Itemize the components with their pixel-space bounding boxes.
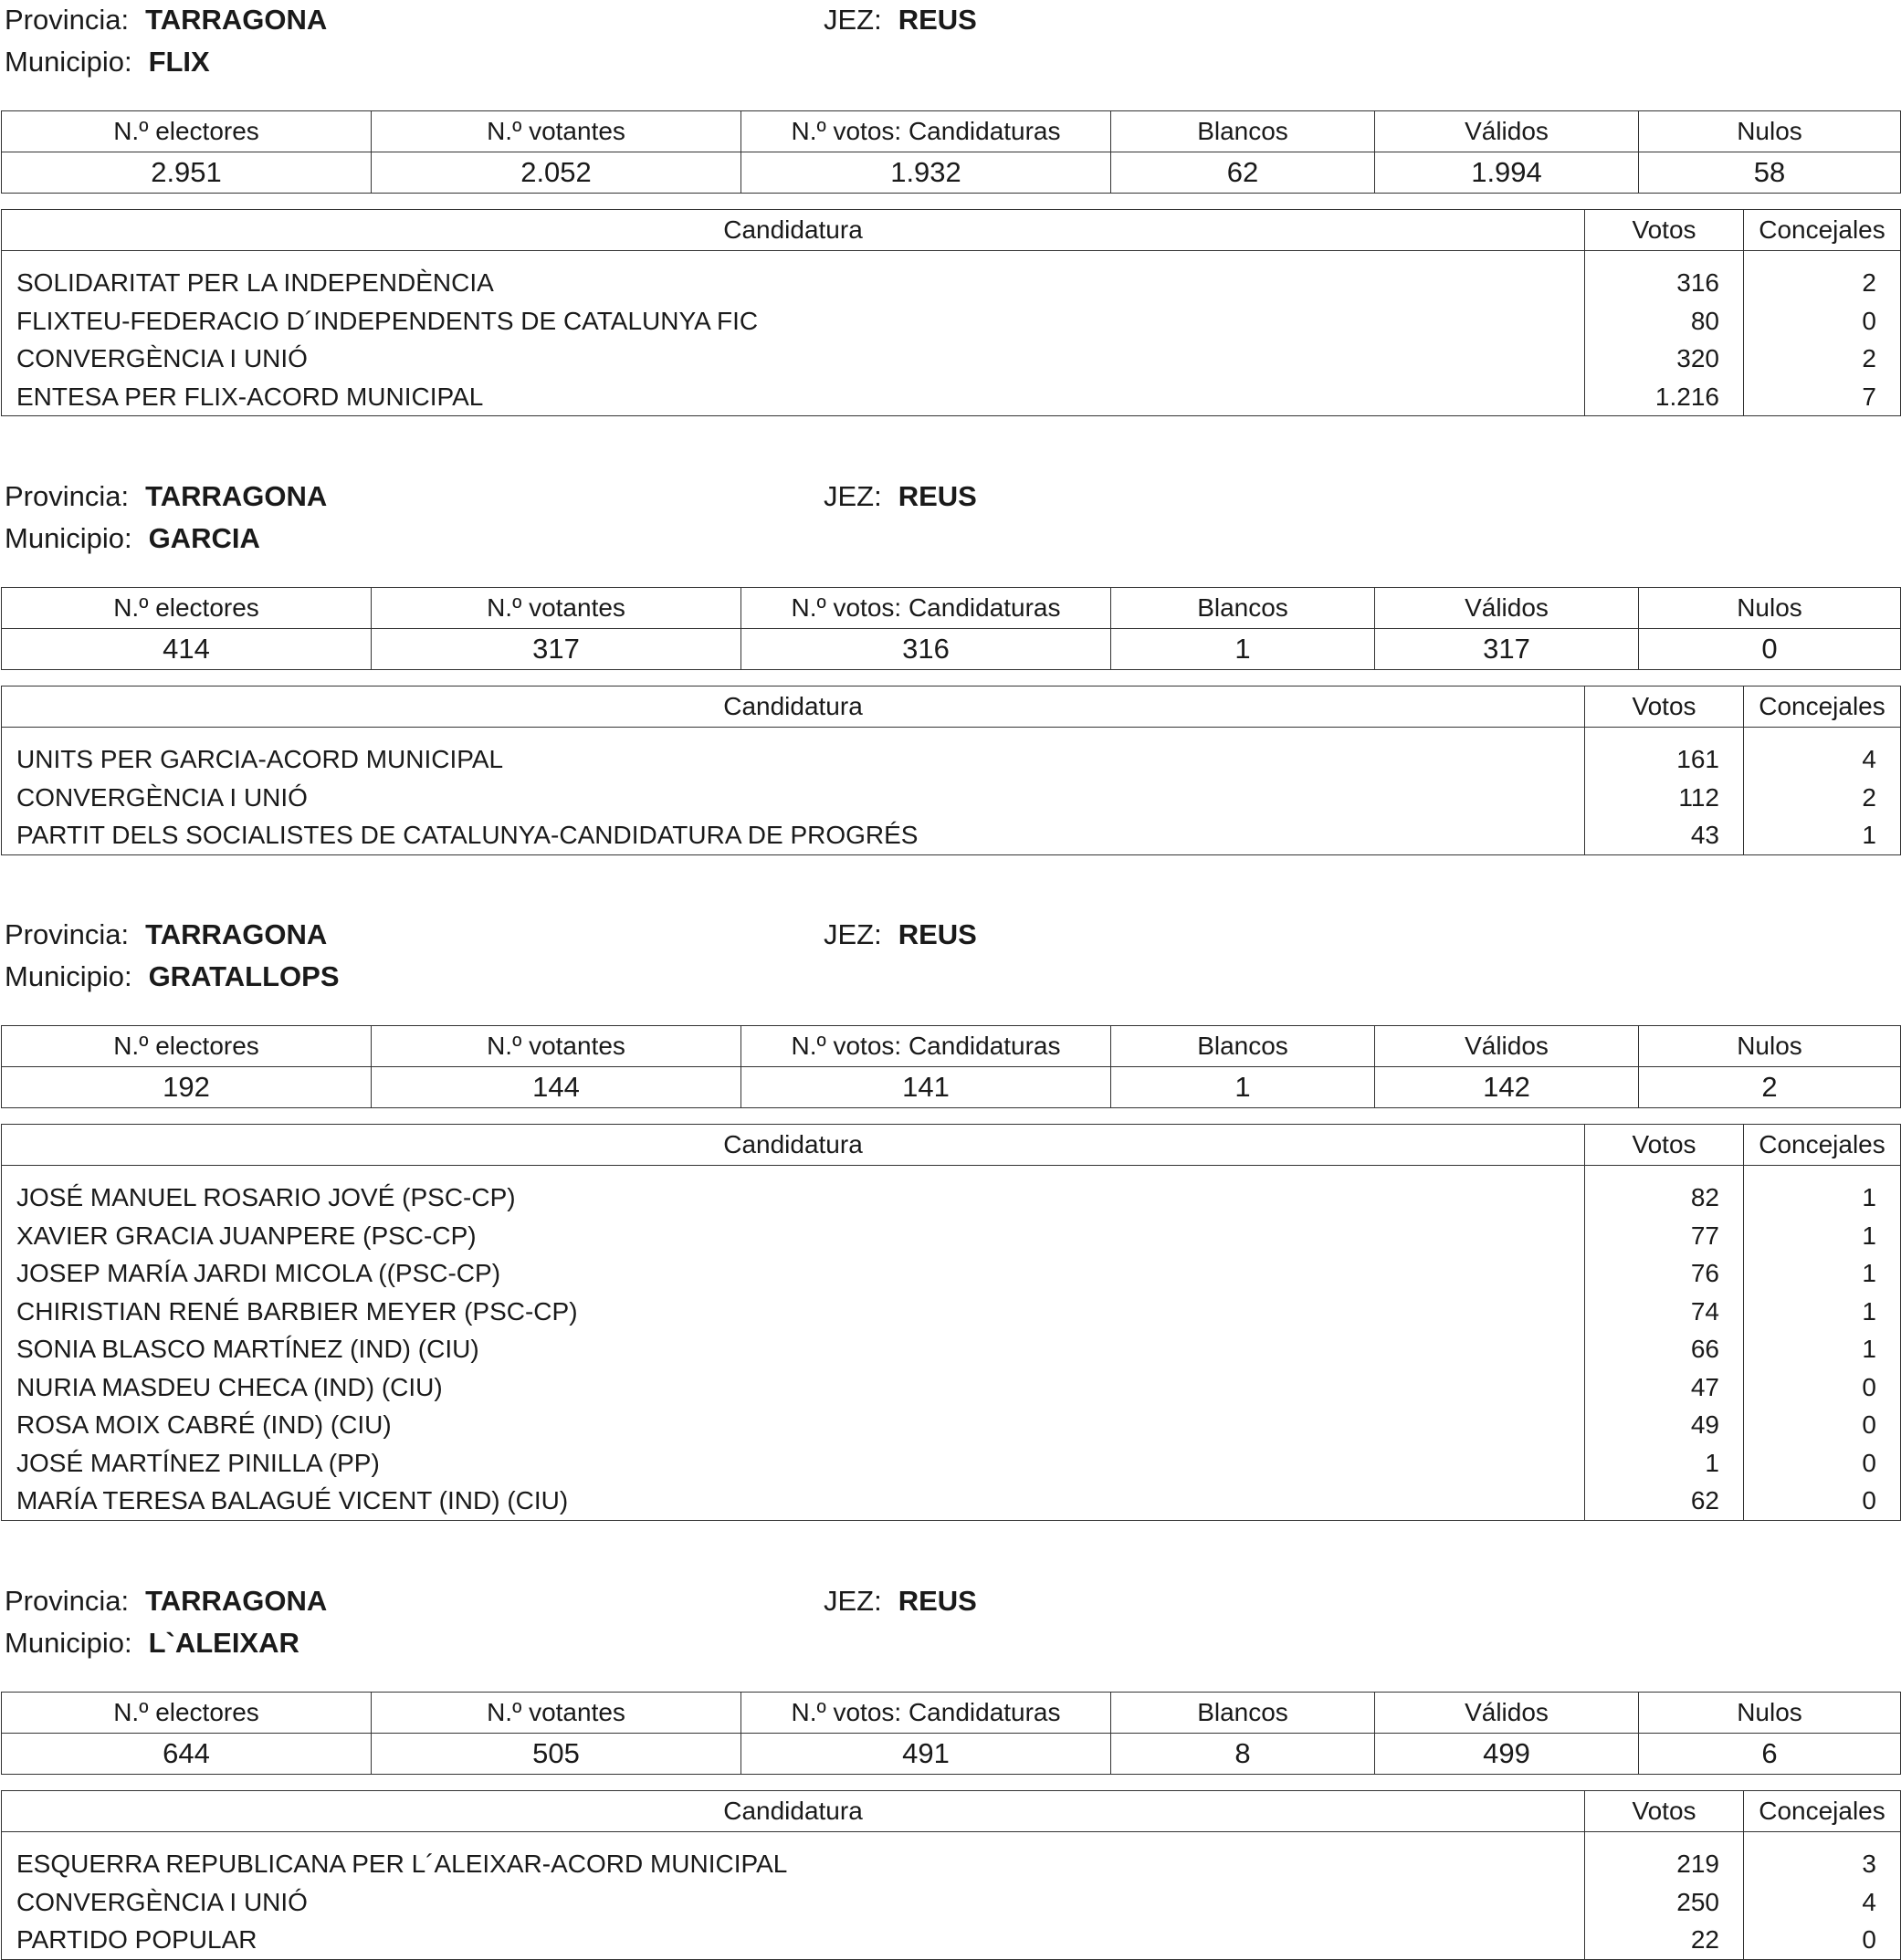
provincia bbox=[5, 1585, 327, 1618]
summary-value-cell: 1.994 bbox=[1375, 152, 1639, 194]
candidate-seats: 4 bbox=[1862, 745, 1876, 773]
candidates-header-cell: Concejales bbox=[1744, 687, 1901, 728]
summary-header-cell: N.º electores bbox=[2, 1026, 372, 1067]
candidate-seats: 1 bbox=[1862, 1183, 1876, 1211]
candidates-header-cell: Candidatura bbox=[2, 1125, 1585, 1166]
candidates-body-row bbox=[2, 1166, 1901, 1521]
candidate-seats-column bbox=[1744, 1166, 1901, 1521]
candidates-table bbox=[1, 1124, 1901, 1521]
candidate-seats: 1 bbox=[1862, 1335, 1876, 1363]
jez-value: REUS bbox=[898, 480, 977, 512]
candidate-name: ENTESA PER FLIX-ACORD MUNICIPAL bbox=[16, 382, 484, 411]
candidate-name: FLIXTEU-FEDERACIO D´INDEPENDENTS DE CATALUNYA FIC bbox=[16, 306, 759, 335]
candidate-seats: 0 bbox=[1862, 1410, 1876, 1439]
summary-header-cell: Válidos bbox=[1375, 1693, 1639, 1734]
summary-table bbox=[1, 1692, 1901, 1775]
summary-value-cell: 317 bbox=[372, 629, 741, 670]
provincia-label: Provincia: bbox=[5, 918, 130, 950]
summary-header-cell: N.º votantes bbox=[372, 1026, 741, 1067]
jez bbox=[824, 480, 977, 513]
candidate-votes-column bbox=[1585, 251, 1744, 416]
candidate-votes: 112 bbox=[1678, 782, 1719, 812]
candidates-body-row bbox=[2, 1832, 1901, 1960]
provincia-label: Provincia: bbox=[5, 4, 130, 36]
candidates-header-cell: Concejales bbox=[1744, 1125, 1901, 1166]
candidate-name: MARÍA TERESA BALAGUÉ VICENT (IND) (CIU) bbox=[16, 1486, 569, 1515]
summary-value-cell: 316 bbox=[741, 629, 1111, 670]
municipio-value: FLIX bbox=[148, 46, 210, 78]
candidates-table bbox=[1, 209, 1901, 416]
candidate-name: PARTIDO POPULAR bbox=[16, 1925, 257, 1954]
candidate-votes: 161 bbox=[1676, 745, 1719, 773]
summary-header-cell: Blancos bbox=[1111, 1693, 1375, 1734]
provincia bbox=[5, 4, 327, 37]
candidates-header-cell: Candidatura bbox=[2, 1791, 1585, 1832]
candidate-votes-column bbox=[1585, 728, 1744, 855]
candidate-seats: 1 bbox=[1862, 1221, 1876, 1250]
summary-value-row bbox=[2, 152, 1901, 194]
candidates-table bbox=[1, 1790, 1901, 1960]
jez bbox=[824, 1585, 977, 1618]
candidate-seats: 0 bbox=[1862, 1372, 1876, 1401]
candidates-header-cell: Concejales bbox=[1744, 1791, 1901, 1832]
municipio bbox=[5, 1627, 299, 1660]
summary-header-row bbox=[2, 588, 1901, 629]
municipio-label: Municipio: bbox=[5, 46, 132, 78]
candidate-votes-column bbox=[1585, 1166, 1744, 1521]
municipio bbox=[5, 960, 340, 993]
summary-value-cell: 0 bbox=[1639, 629, 1901, 670]
summary-header-cell: N.º votos: Candidaturas bbox=[741, 111, 1111, 152]
candidate-name: JOSEP MARÍA JARDI MICOLA ((PSC-CP) bbox=[16, 1259, 501, 1287]
summary-value-cell: 2.052 bbox=[372, 152, 741, 194]
candidates-header-row bbox=[2, 1791, 1901, 1832]
provincia-label: Provincia: bbox=[5, 480, 130, 512]
summary-header-cell: N.º votos: Candidaturas bbox=[741, 588, 1111, 629]
summary-value-cell: 499 bbox=[1375, 1734, 1639, 1775]
municipio bbox=[5, 46, 210, 79]
candidate-votes: 77 bbox=[1690, 1221, 1719, 1250]
candidate-seats: 1 bbox=[1862, 1296, 1876, 1326]
candidates-header-row bbox=[2, 210, 1901, 251]
candidate-name: PARTIT DELS SOCIALISTES DE CATALUNYA-CANDIDATURA DE PROGRÉS bbox=[16, 821, 919, 849]
summary-header-cell: Nulos bbox=[1639, 1026, 1901, 1067]
summary-value-cell: 62 bbox=[1111, 152, 1375, 194]
summary-value-cell: 141 bbox=[741, 1067, 1111, 1108]
candidate-votes-column bbox=[1585, 1832, 1744, 1960]
summary-value-cell: 58 bbox=[1639, 152, 1901, 194]
municipio bbox=[5, 522, 260, 555]
summary-value-cell: 2 bbox=[1639, 1067, 1901, 1108]
summary-value-cell: 505 bbox=[372, 1734, 741, 1775]
provincia-value: TARRAGONA bbox=[145, 4, 328, 36]
candidate-name: JOSÉ MANUEL ROSARIO JOVÉ (PSC-CP) bbox=[16, 1183, 516, 1211]
candidate-seats: 0 bbox=[1862, 1486, 1876, 1515]
summary-header-cell: N.º votos: Candidaturas bbox=[741, 1693, 1111, 1734]
candidate-votes: 74 bbox=[1690, 1296, 1719, 1326]
jez-value: REUS bbox=[898, 4, 977, 36]
provincia-value: TARRAGONA bbox=[145, 480, 328, 512]
summary-value-cell: 491 bbox=[741, 1734, 1111, 1775]
candidate-votes: 62 bbox=[1690, 1486, 1719, 1515]
summary-value-cell: 142 bbox=[1375, 1067, 1639, 1108]
summary-value-cell: 6 bbox=[1639, 1734, 1901, 1775]
candidate-seats-column bbox=[1744, 728, 1901, 855]
summary-header-cell: Nulos bbox=[1639, 588, 1901, 629]
summary-value-row bbox=[2, 1734, 1901, 1775]
candidates-header-cell: Concejales bbox=[1744, 210, 1901, 251]
municipio-label: Municipio: bbox=[5, 960, 132, 992]
summary-table bbox=[1, 110, 1901, 194]
summary-header-cell: Blancos bbox=[1111, 111, 1375, 152]
summary-header-cell: Válidos bbox=[1375, 588, 1639, 629]
candidates-header-cell: Candidatura bbox=[2, 687, 1585, 728]
summary-header-cell: N.º votantes bbox=[372, 1693, 741, 1734]
candidate-seats: 0 bbox=[1862, 1925, 1876, 1954]
candidates-header-row bbox=[2, 1125, 1901, 1166]
candidate-seats: 0 bbox=[1862, 306, 1876, 335]
candidate-seats: 1 bbox=[1862, 821, 1876, 849]
provincia-value: TARRAGONA bbox=[145, 1585, 328, 1617]
summary-header-row bbox=[2, 111, 1901, 152]
candidate-votes: 250 bbox=[1676, 1887, 1719, 1916]
candidate-seats: 2 bbox=[1862, 344, 1876, 372]
candidate-votes: 320 bbox=[1676, 344, 1719, 372]
summary-header-cell: Blancos bbox=[1111, 588, 1375, 629]
summary-value-cell: 317 bbox=[1375, 629, 1639, 670]
summary-table bbox=[1, 587, 1901, 670]
summary-value-cell: 192 bbox=[2, 1067, 372, 1108]
candidate-votes: 82 bbox=[1690, 1183, 1719, 1211]
candidate-seats: 0 bbox=[1862, 1448, 1876, 1477]
jez bbox=[824, 918, 977, 951]
jez bbox=[824, 4, 977, 37]
candidate-seats-column bbox=[1744, 1832, 1901, 1960]
summary-header-cell: Válidos bbox=[1375, 111, 1639, 152]
candidate-seats: 2 bbox=[1862, 782, 1876, 812]
candidate-votes: 49 bbox=[1690, 1410, 1719, 1439]
candidates-header-cell: Candidatura bbox=[2, 210, 1585, 251]
jez-label: JEZ: bbox=[824, 1585, 882, 1617]
summary-header-row bbox=[2, 1693, 1901, 1734]
candidate-seats-column bbox=[1744, 251, 1901, 416]
summary-value-cell: 144 bbox=[372, 1067, 741, 1108]
candidates-header-row bbox=[2, 687, 1901, 728]
candidate-votes: 22 bbox=[1690, 1925, 1719, 1954]
jez-label: JEZ: bbox=[824, 918, 882, 950]
summary-header-cell: N.º votantes bbox=[372, 588, 741, 629]
candidates-table bbox=[1, 686, 1901, 855]
provincia bbox=[5, 480, 327, 513]
candidates-body-row bbox=[2, 251, 1901, 416]
candidate-votes: 66 bbox=[1690, 1335, 1719, 1363]
candidate-name: SONIA BLASCO MARTÍNEZ (IND) (CIU) bbox=[16, 1335, 479, 1363]
candidate-name: SOLIDARITAT PER LA INDEPENDÈNCIA bbox=[16, 268, 494, 297]
candidate-name: CONVERGÈNCIA I UNIÓ bbox=[16, 1887, 308, 1916]
jez-label: JEZ: bbox=[824, 4, 882, 36]
candidate-votes: 76 bbox=[1690, 1259, 1719, 1287]
summary-header-cell: Nulos bbox=[1639, 111, 1901, 152]
summary-header-row bbox=[2, 1026, 1901, 1067]
summary-header-cell: N.º electores bbox=[2, 588, 372, 629]
candidates-header-cell: Votos bbox=[1585, 1125, 1744, 1166]
candidate-names-column bbox=[2, 728, 1585, 855]
summary-header-cell: Válidos bbox=[1375, 1026, 1639, 1067]
candidates-header-cell: Votos bbox=[1585, 1791, 1744, 1832]
summary-value-cell: 2.951 bbox=[2, 152, 372, 194]
summary-header-cell: N.º votos: Candidaturas bbox=[741, 1026, 1111, 1067]
summary-header-cell: Blancos bbox=[1111, 1026, 1375, 1067]
summary-value-row bbox=[2, 629, 1901, 670]
candidate-seats: 2 bbox=[1862, 268, 1876, 297]
summary-value-cell: 1.932 bbox=[741, 152, 1111, 194]
municipio-value: GARCIA bbox=[148, 522, 260, 554]
candidate-name: UNITS PER GARCIA-ACORD MUNICIPAL bbox=[16, 745, 504, 773]
provincia-label: Provincia: bbox=[5, 1585, 130, 1617]
provincia-value: TARRAGONA bbox=[145, 918, 328, 950]
candidate-name: XAVIER GRACIA JUANPERE (PSC-CP) bbox=[16, 1221, 477, 1250]
candidate-votes: 1 bbox=[1705, 1448, 1719, 1477]
candidate-votes: 316 bbox=[1676, 268, 1719, 297]
summary-header-cell: N.º votantes bbox=[372, 111, 741, 152]
jez-value: REUS bbox=[898, 1585, 977, 1617]
summary-table bbox=[1, 1025, 1901, 1108]
candidate-names-column bbox=[2, 1166, 1585, 1521]
municipio-label: Municipio: bbox=[5, 522, 132, 554]
summary-value-cell: 1 bbox=[1111, 629, 1375, 670]
municipio-label: Municipio: bbox=[5, 1627, 132, 1659]
candidate-name: ESQUERRA REPUBLICANA PER L´ALEIXAR-ACORD MUNICIPAL bbox=[16, 1850, 788, 1878]
provincia bbox=[5, 918, 327, 951]
municipio-value: L`ALEIXAR bbox=[148, 1627, 299, 1659]
candidate-votes: 1.216 bbox=[1654, 382, 1719, 411]
candidate-votes: 219 bbox=[1676, 1850, 1719, 1878]
summary-header-cell: N.º electores bbox=[2, 1693, 372, 1734]
candidates-header-cell: Votos bbox=[1585, 210, 1744, 251]
candidate-votes: 80 bbox=[1690, 306, 1719, 335]
summary-header-cell: Nulos bbox=[1639, 1693, 1901, 1734]
candidate-names-column bbox=[2, 251, 1585, 416]
candidate-name: ROSA MOIX CABRÉ (IND) (CIU) bbox=[16, 1410, 392, 1439]
candidates-header-cell: Votos bbox=[1585, 687, 1744, 728]
candidate-names-column bbox=[2, 1832, 1585, 1960]
summary-value-cell: 414 bbox=[2, 629, 372, 670]
candidate-seats: 3 bbox=[1862, 1850, 1876, 1878]
candidate-votes: 43 bbox=[1690, 821, 1719, 849]
summary-value-row bbox=[2, 1067, 1901, 1108]
candidate-name: JOSÉ MARTÍNEZ PINILLA (PP) bbox=[16, 1448, 380, 1477]
candidate-name: CONVERGÈNCIA I UNIÓ bbox=[16, 344, 308, 372]
candidate-name: NURIA MASDEU CHECA (IND) (CIU) bbox=[16, 1372, 443, 1401]
candidate-seats: 1 bbox=[1862, 1259, 1876, 1287]
summary-header-cell: N.º electores bbox=[2, 111, 372, 152]
candidate-seats: 4 bbox=[1862, 1887, 1876, 1916]
candidates-body-row bbox=[2, 728, 1901, 855]
candidate-seats: 7 bbox=[1862, 382, 1876, 411]
jez-label: JEZ: bbox=[824, 480, 882, 512]
candidate-name: CHIRISTIAN RENÉ BARBIER MEYER (PSC-CP) bbox=[16, 1296, 578, 1326]
municipio-value: GRATALLOPS bbox=[148, 960, 340, 992]
jez-value: REUS bbox=[898, 918, 977, 950]
summary-value-cell: 644 bbox=[2, 1734, 372, 1775]
candidate-name: CONVERGÈNCIA I UNIÓ bbox=[16, 782, 308, 812]
candidate-votes: 47 bbox=[1690, 1372, 1719, 1401]
summary-value-cell: 1 bbox=[1111, 1067, 1375, 1108]
summary-value-cell: 8 bbox=[1111, 1734, 1375, 1775]
